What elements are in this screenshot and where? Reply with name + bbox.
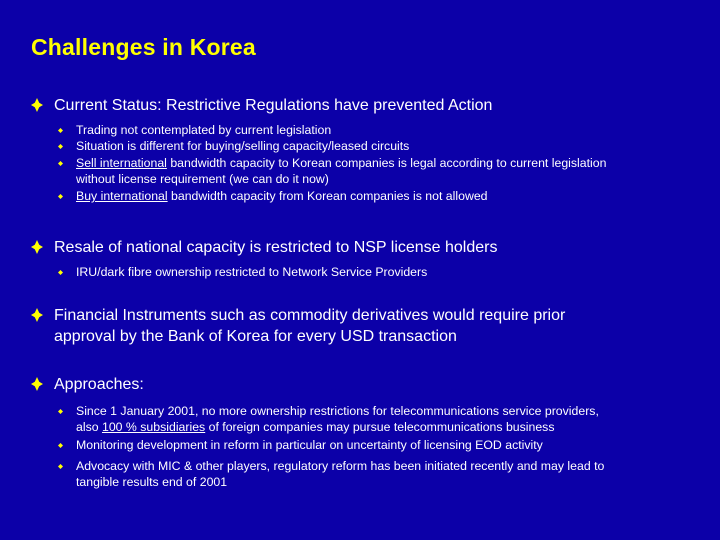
small-diamond-icon	[58, 409, 63, 414]
four-leaf-diamond-icon	[31, 98, 43, 112]
four-leaf-diamond-icon	[31, 377, 43, 391]
small-diamond-icon	[58, 270, 63, 275]
slide-title: Challenges in Korea	[31, 34, 256, 60]
small-diamond-icon	[58, 144, 63, 149]
sub-item-text: IRU/dark fibre ownership restricted to Network Service Providers	[76, 265, 428, 279]
section-heading	[54, 305, 694, 347]
phrase-line2: without license requirement (we can do it now)	[76, 172, 329, 186]
phrase-line1: Since 1 January 2001, no more ownership restrictions for telecommunications service providers,	[76, 404, 599, 418]
sub-item-text	[76, 458, 696, 490]
phrase-prefix: also	[76, 420, 102, 434]
heading-line2: approval by the Bank of Korea for every USD transaction	[54, 328, 457, 345]
section-heading: Current Status: Restrictive Regulations have prevented Action	[54, 97, 493, 114]
sub-item-text	[76, 188, 696, 204]
small-diamond-icon	[58, 128, 63, 133]
sub-item-text: Trading not contemplated by current legislation	[76, 123, 332, 137]
small-diamond-icon	[58, 194, 63, 199]
four-leaf-diamond-icon	[31, 240, 43, 254]
small-diamond-icon	[58, 161, 63, 166]
sub-item-text	[76, 403, 696, 435]
phrase-line1: Advocacy with MIC & other players, regulatory reform has been initiated recently and may lead to	[76, 459, 605, 473]
underlined-phrase: Sell international	[76, 156, 167, 170]
sub-item-text: Situation is different for buying/selling capacity/leased circuits	[76, 139, 410, 153]
underlined-phrase: Buy international	[76, 189, 168, 203]
small-diamond-icon	[58, 443, 63, 448]
sub-item-text	[76, 155, 696, 187]
phrase-suffix: of foreign companies may pursue telecommunications business	[205, 420, 555, 434]
heading-line1: Financial Instruments such as commodity derivatives would require prior	[54, 307, 566, 324]
phrase-rest: bandwidth capacity to Korean companies is legal according to current legislation	[166, 156, 607, 170]
underlined-phrase: 100 % subsidiaries	[101, 420, 206, 434]
four-leaf-diamond-icon	[31, 308, 43, 322]
phrase-line2: tangible results end of 2001	[76, 475, 228, 489]
small-diamond-icon	[58, 464, 63, 469]
section-heading: Approaches:	[54, 376, 144, 393]
phrase-rest: bandwidth capacity from Korean companies is not allowed	[167, 189, 488, 203]
sub-item-text: Monitoring development in reform in particular on uncertainty of licensing EOD activity	[76, 438, 543, 452]
section-heading: Resale of national capacity is restricted to NSP license holders	[54, 239, 498, 256]
